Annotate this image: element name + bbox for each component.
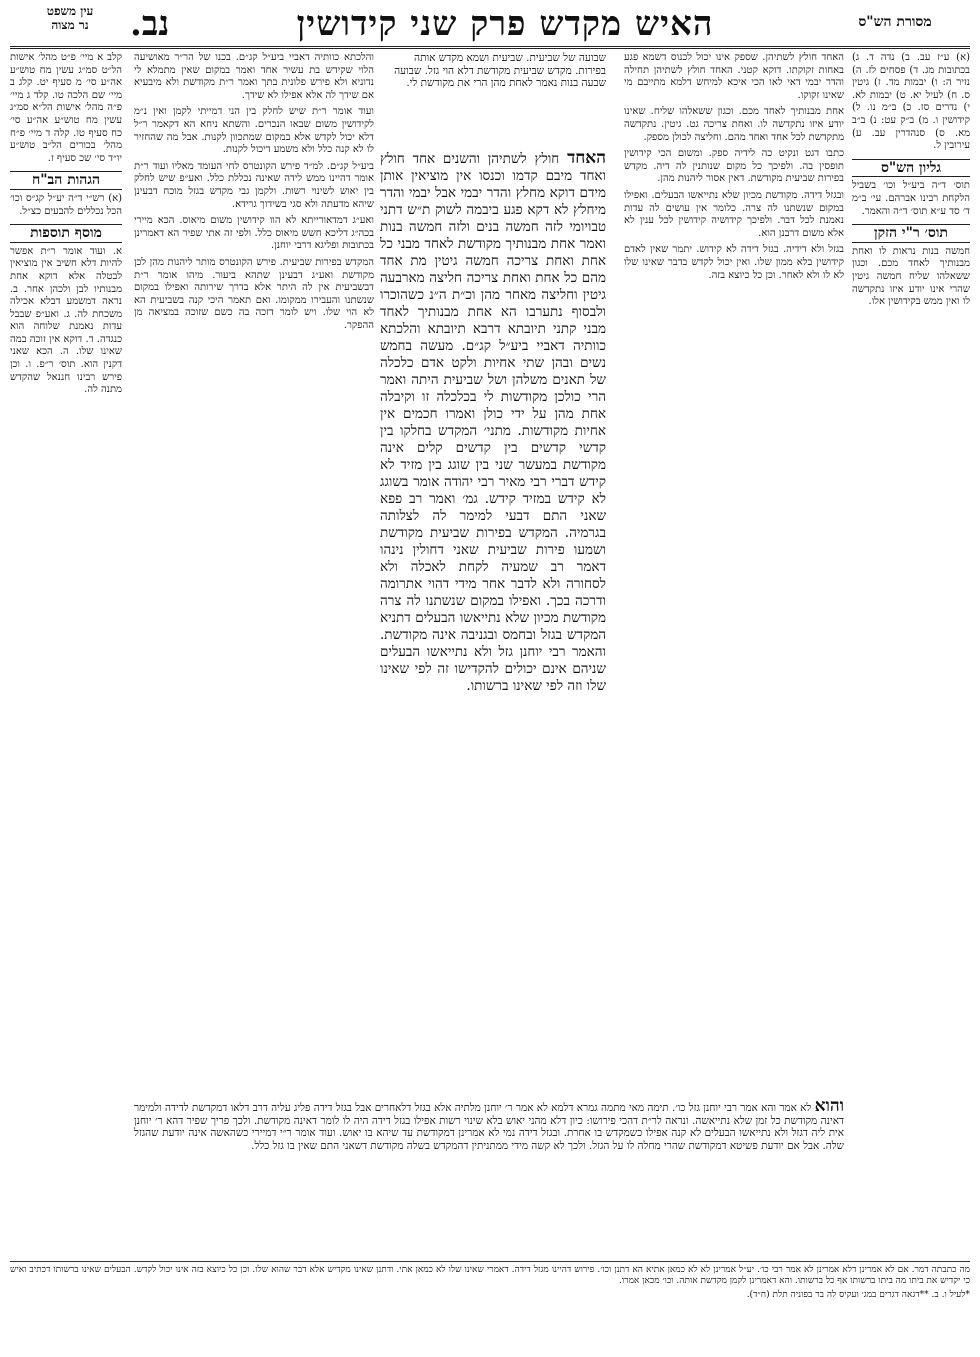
footer-note: *לעיל ו. ב. **דגאה דגרים במג׳ ועקיס לה בר בפוניה תלת (ח״ד).	[746, 1290, 970, 1300]
ein-mishpat-label: עין משפט	[46, 4, 94, 18]
ner-mitzvah-label: נר מצוה	[51, 18, 89, 32]
ein-mishpat-text: קלב א מיי׳ פ״ט מהל׳ אישות הל״ט סמ״ג עשין מח טוש״ע אה״ע סי׳ מ סעיף יט. קלג ב מיי׳ שם הלכה טו. קלד ג מיי׳ פ״ה מהל׳ אישות הל״א סמ״ג עשין מח טוש״ע אה״ע סי׳ כח סעיף טו. קלה ד מיי׳ פ״ח מהל׳ בכורים הל״ב טוש״ע יו״ד סי׳ שכ סעיף ז.	[10, 52, 122, 164]
daf-number: נב.	[130, 4, 170, 44]
musaf-tosafot-text: א. ועוד אומר ר״ת אפשר להיות דלא חשיב אין מוציאין לבטלה אלא דוקא אחת מבנותיו לבן ולכהן אחר. ב. נראה דמשמע דבלא אכילה משכחת לה. ג. ואע״פ שבבל עדות נאמנת שלוחה הוא כנגדה. ד. דוקא אין זוכה במה שאינו שלו. ה. הכא שאני דקנין הוא. תוס׳ ר״פ. ו. וכן פירש רבינו חננאל שהקדש מתנה לה.	[10, 245, 122, 396]
tosafot-paragraph: המקדש בפירות שביעית. פירש הקונטרס מותר ליהנות מהן לכן מקודשת ואע״ג דבעינן שתהא ביעור. מיהו אומר ר״ת דבשביעית אין לה היתר אלא בדרך שירותה ואפילו במקום שנשתנו והעבירו ממקומו. ואם תאמר היכי קנה בשביעית הא לא הוי שלו. ויש לומר דזכה בה כשם שזוכה במציאה מן ההפקר.	[134, 256, 374, 331]
lower-commentary-band	[134, 1100, 844, 1252]
tosafot-paragraph: ועוד אומר ר״ת שיש לחלק בין הני דמייתי לקמן ואין נ״מ לקידושין משום שבאו הנכרים. והשתא ניחא הא דקאמר ר״ל דלא יכול לקדש אלא במקום שמתכוון לקנות. אבל מה שהחזיר לו לא קנה כלל ולא משמע דיכול לקנות.	[134, 106, 374, 156]
right-margin-column	[852, 52, 970, 1257]
lower-band-text: לא אמר והא אמר רבי יוחנן גזל כו׳. תימה מאי מתמה גמרא דלמא לא אמר ר׳ יוחנן מלתיה אלא בגזל דלאחרים אבל בגזל דידה פליג עליה דרב דלאו דמקדשת לדידה ולמימר דאינה מקודשת כל זמן שלא נתייאשה. ונראה לר״ת דהכי פירושו: כיון דלא מהני יאוש בלא שינוי רשות אפילו בגזל דידה היה לו לומר דאינה מקודשת. ולכך פריך שפיר דהא ר׳ יוחנן אית ליה דגזל ולא נתייאשו הבעלים לא קנה אפילו כשמקדש בו אחרת. ובגזל דידה נמי לא אמרינן דמקודשת עד שיהא בו יאוש. ועוד אומר ר״י דמיירי כשהאשה אינה יודעת שהגזל שלה. אבל אם יודעת פשיטא דמקודשת שהרי מחלה לו על הגזל. ולכך לא קשה מידי ממתניתין דהמקדש בשלה מקודשת דשאני התם שאין בו גזל כלל.	[134, 1102, 844, 1152]
tosafot-paragraph: ביע״ל קג״ם. למ״ד פירש הקונטרס לחי העומד מאליו ועוד ר״ת אומר דהיינו ממש לידה שאינה נכללת כלל. ואע״פ שיש לחלק בין יאוש לשינוי רשות. ולקמן גבי מקדש בגזל מוכח דבעינן שיהא מדעתה ולא סגי בשידוך גרידא.	[134, 160, 374, 210]
hagahot-title: הגהות הב"ח	[10, 171, 122, 190]
rashi-column	[624, 52, 844, 1092]
tosafot-paragraph: ואע״ג דמדאורייתא לא הוו קידושין משום מיאוס. הכא מיירי בכה״ג דליכא חשש מיאוס כלל. ולפי זה אתי שפיר הא דאמרינן בכתובות ופליגא דרבי יוחנן.	[134, 215, 374, 252]
page-header	[10, 4, 970, 49]
left-margin-column	[10, 52, 122, 1257]
footer-text: מה כתבתה דמר. אם לא אמרינן דלא אמרינן לא אמר רבי כו׳. יע״ל אמרינן לא לא כמאן אתיא הא דתנן וכו׳. פירוש דהיינו מגזל דידה. דאמרי שאינו שלו לא כמאן אתי. ודתנן שאינו מקדיש אלא דבר שהוא שלו. וכן כל כיוצא בזה אינו יכול לקדש. הבעלים שאינו ברשותו דכתיב ואיש כי יקדיש את ביתו מה ביתו ברשותו אף כל ברשותו. והא דאמרינן לקמן מקדשת אותה. וכו׳ מכאן אמרו.	[10, 1265, 970, 1286]
rashi-paragraph: בגזל ולא דידיה. בגזל דידה לא קידוש. יתמר שאין לאדם קידושין בלא ממון שלו. ואין יכול לקדש בדבר שאינו שלו לא לו ולא לאחר. וכן כל כיוצא בזה.	[624, 244, 844, 281]
gemara-opening-word: האחד	[567, 148, 606, 168]
ein-mishpat-heading	[10, 4, 130, 32]
rashi-paragraph: האחד חולץ לשתיהן. שספק אינו יכול לכנוס דשמא פגע באחות זקוקתו. דוקא קטני. האחד חולץ לשתיהן תחילה והדר יבמי דאי לאו הכי איכא למיחש דלמא מתייבם מי שאינו זקוקו.	[624, 52, 844, 101]
footer-notes	[10, 1261, 970, 1351]
gemara-intro: שבועה של שביעית. שביעית ושמא מקדש אותה בפירות. מקדש שביעית מקודשת דלא הוי גזל. שבועה שבעה בנות נאמר לאחת מהן הרי את מקודשת לי.	[394, 52, 606, 90]
tosafot-paragraph: והלכתא כוותיה דאביי ביע״ל קג״ם. בכנו של הר״ר מאושיעה הלוי שקידש בת עשיר אחד ואמר במקום שאין מתמלא לי נדוניא ולא פירש פלונית בתך ואמר ר״ת מקודשת ולא מיבעיא אם שידך לה אלא אפילו לא שידך.	[134, 52, 374, 101]
rashi-paragraph: כתבו דגט ונקיט כה לידיה ספק. ומשום הכי קידושין תופסין בה. ולפיכך כל מקום שנותנין לה דיה. מקדש בפירות שביעית מקודשת. דאין אסור ליהנות מהן.	[624, 148, 844, 185]
rashi-paragraph: ובגזל דידה. מקודשת מכיון שלא נתייאשו הבעלים. ואפילו במקום שנשתנו לה צרה. כלומר אין עושים לה עדות נאמנת לכל דבר. ולפיכך קידושיה קידושין לכל ענין לא אלא משום דרבנן הוא.	[624, 189, 844, 239]
tosafot-column	[134, 52, 374, 1092]
page-title: האיש מקדש פרק שני קידושין	[296, 4, 714, 44]
lower-band-heading: והוא	[814, 1100, 844, 1116]
masoret-text: (א) ע״ז עב. ב) נדה ד. ג) בכתובות מג. ד) פסחים לז. ה) נזיר ה: ו) יבמות מד. ז) גיטין ס. ח) לעיל יא. ט) יבמות לא. י) נדרים סז. כ) ב״מ נו. ל) קידושין ו. מ) ב״ק עט: נ) ב״ב מא. ס) סנהדרין עב. ע) עירובין ל.	[852, 52, 970, 152]
tosafot-rid-text: חמשה בנות נראות לו ואחת מבנותיך לאחד מכם. וכגון ששאלהו שליח חמשה גיטין שהרי אינו יודע איזו נתקדשה לו ואין ממש בקידושין אלו.	[852, 245, 970, 308]
gilyon-text: תוס׳ ד״ה ביע״ל וכו׳ בשביל הלקחת רבינו אברהם. עי׳ ב״מ ד׳ סד ע״א תוס׳ ד״ה והאמר.	[852, 180, 970, 217]
tosafot-rid-title: תוס׳ ר"י הזקן	[852, 224, 970, 243]
musaf-tosafot-title: מוסף תוספות	[10, 224, 122, 243]
masoret-hashas-label: מסורת הש"ס	[858, 14, 932, 30]
rashi-paragraph: אחת מבנותיך לאחד מכם. וכגון ששאלהו שליח. שאינו יודע איזו נתקדשה לו. ואחת צריכה גט. גיטין. נתקדשה מתקדשת לכל אחד ואחד מהם. וחליצה לכולן מספק.	[624, 106, 844, 143]
gemara-text-block	[380, 150, 606, 695]
gemara-text: חולץ לשתיהן והשנים אחד חולץ ואחד מיבם קדמו וכנסו אין מוציאין אותן מידם דוקא מחלץ והדר יבמי אבל יבמי והדר מיחלץ לא דקא פגע ביבמה לשוק ת״ש דתני טבויומי לזה חמשה בנים ולזה חמשה בנות ואמר אחת מבנותיך מקודשת לאחד מבני כל אחת ואחת צריכה חמשה גיטין מת אחד מהם כל אחת ואחת צריכה חליצה מארבעה גיטין וחליצה מאחר מהן וכ״ת ה״נ כשהוכרו ולבסוף נתערבו הא אחת מבנותיך לאחד מבני קתני תיובתא דרבא תיובתא והלכתא כוותיה דאביי ביע״ל קג״ם. מעשה בחמש נשים ובהן שתי אחיות ולקט אדם כלכלה של תאנים משלהן ושל שביעית היתה ואמר הרי כולכן מקודשות לי בכלכלה זו וקיבלה אחת מהן על ידי כולן ואמרו חכמים אין אחיות מקודשות. מתני׳ המקדש בחלקו בין קדשי קדשים בין קדשים קלים אינה מקודשת במעשר שני בין שוגג בין מזיד לא קידש דברי רבי מאיר רבי יהודה אומר בשוגג לא קידש במזיד קידש. גמ׳ ואמר רב פפא שאני התם דבעי למימר לה לצלותה בגרמיה. המקדש בפירות שביעית מקודשת ושמעו פירות שביעית שאני דחולין נינהו דאמר רב שמעיה לקחת לאכלה ולא לסחורה ולא לדבר אחר מידי דהוי אתרומה ודרכה בכך. ואפילו במקום שנשתנו לה צרה מקודשת מכיון שלא נתייאשו הבעלים דתניא המקדש בגזל ובחמס ובגניבה אינה מקודשת. והאמר רבי יוחנן גזל ולא נתייאשו הבעלים שניהם אינם יכולים להקדישו זה לפי שאינו שלו וזה לפי שאינו ברשותו.	[380, 151, 606, 694]
gilyon-title: גליון הש"ס	[852, 159, 970, 178]
hagahot-text: (א) רש״י ד״ה יע״ל קג״ס וכו׳ הכל נכללים להבעים כצ״ל.	[10, 192, 122, 217]
